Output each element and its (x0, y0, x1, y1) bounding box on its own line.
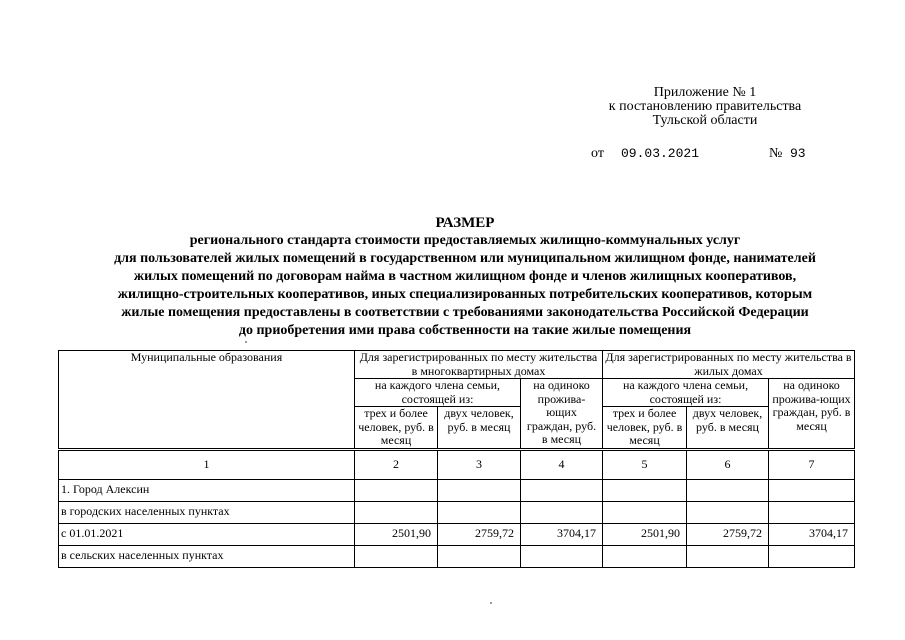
decree-from-label: от (591, 146, 604, 161)
row-label: в городских населенных пунктах (59, 501, 355, 523)
table-row (59, 479, 855, 501)
document-title (60, 214, 870, 340)
row-label: в сельских населенных пунктах (59, 545, 355, 567)
title-line-4: жилищно-строительных кооперативов, иных специализированных потребительских кооперативов, которым (117, 287, 813, 302)
table-cell (687, 479, 769, 501)
table-cell (769, 479, 855, 501)
decree-number: 93 (790, 146, 806, 161)
table-cell: 2759,72 (438, 523, 521, 545)
header-single-b: на одиноко прожива-ющих граждан, руб. в месяц (769, 379, 855, 450)
column-number: 3 (438, 449, 521, 479)
table-cell (355, 501, 438, 523)
title-line-3: жилых помещений по договорам найма в частном жилищном фонде и членов жилищных кооперативов, (133, 269, 797, 284)
column-number: 1 (59, 449, 355, 479)
table-cell: 3704,17 (521, 523, 603, 545)
table-cell (687, 501, 769, 523)
table-cell (769, 545, 855, 567)
header-two-b: двух человек, руб. в месяц (687, 407, 769, 450)
title-heading: РАЗМЕР (435, 215, 495, 231)
table-cell (769, 501, 855, 523)
header-per-member-a: на каждого члена семьи, состоящей из: (355, 379, 521, 407)
table-cell (521, 479, 603, 501)
table-cell (687, 545, 769, 567)
column-number: 5 (603, 449, 687, 479)
table-cell (355, 479, 438, 501)
column-number: 6 (687, 449, 769, 479)
table-cell (603, 501, 687, 523)
appendix-line-3: Тульской области (652, 113, 758, 128)
appendix-header (585, 86, 825, 128)
header-group-apartment-buildings: Для зарегистрированных по месту жительства в многоквартирных домах (355, 351, 603, 379)
appendix-line-1: Приложение № 1 (653, 85, 757, 100)
header-single-a: на одиноко прожива-ющих граждан, руб. в месяц (521, 379, 603, 450)
decree-date-number (591, 146, 821, 162)
header-group-houses: Для зарегистрированных по месту жительства в жилых домах (603, 351, 855, 379)
header-per-member-b: на каждого члена семьи, состоящей из: (603, 379, 769, 407)
column-number: 4 (521, 449, 603, 479)
table-row (59, 501, 855, 523)
column-number: 2 (355, 449, 438, 479)
table-row (59, 523, 855, 545)
table-cell (521, 545, 603, 567)
table-cell: 2759,72 (687, 523, 769, 545)
table-cell: 2501,90 (603, 523, 687, 545)
scan-speck (245, 341, 247, 343)
row-label: 1. Город Алексин (59, 479, 355, 501)
table-cell (603, 479, 687, 501)
table-cell (603, 545, 687, 567)
table-cell (438, 545, 521, 567)
table-cell (521, 501, 603, 523)
header-three-plus-a: трех и более человек, руб. в месяц (355, 407, 438, 450)
scan-speck (490, 602, 492, 604)
table-cell (438, 501, 521, 523)
row-label: с 01.01.2021 (59, 523, 355, 545)
table-row (59, 545, 855, 567)
table-cell (355, 545, 438, 567)
decree-date: 09.03.2021 (621, 146, 700, 161)
header-three-plus-b: трех и более человек, руб. в месяц (603, 407, 687, 450)
title-line-5: жилые помещения предоставлены в соответствии с требованиями законодательства Российской Федерации (121, 305, 809, 320)
appendix-line-2: к постановлению правительства (608, 99, 802, 114)
column-number-row (59, 449, 855, 479)
title-line-1: регионального стандарта стоимости предоставляемых жилищно-коммунальных услуг (189, 233, 741, 248)
header-municipal: Муниципальные образования (59, 351, 355, 450)
table-cell: 2501,90 (355, 523, 438, 545)
decree-number-label: № (769, 146, 783, 161)
column-number: 7 (769, 449, 855, 479)
header-two-a: двух человек, руб. в месяц (438, 407, 521, 450)
table-cell (438, 479, 521, 501)
standard-cost-table (58, 350, 855, 568)
title-line-2: для пользователей жилых помещений в государственном или муниципальном жилищном фонде, нанимателей (114, 251, 816, 266)
table-cell: 3704,17 (769, 523, 855, 545)
title-line-6: до приобретения ими права собственности на такие жилые помещения (238, 323, 692, 338)
